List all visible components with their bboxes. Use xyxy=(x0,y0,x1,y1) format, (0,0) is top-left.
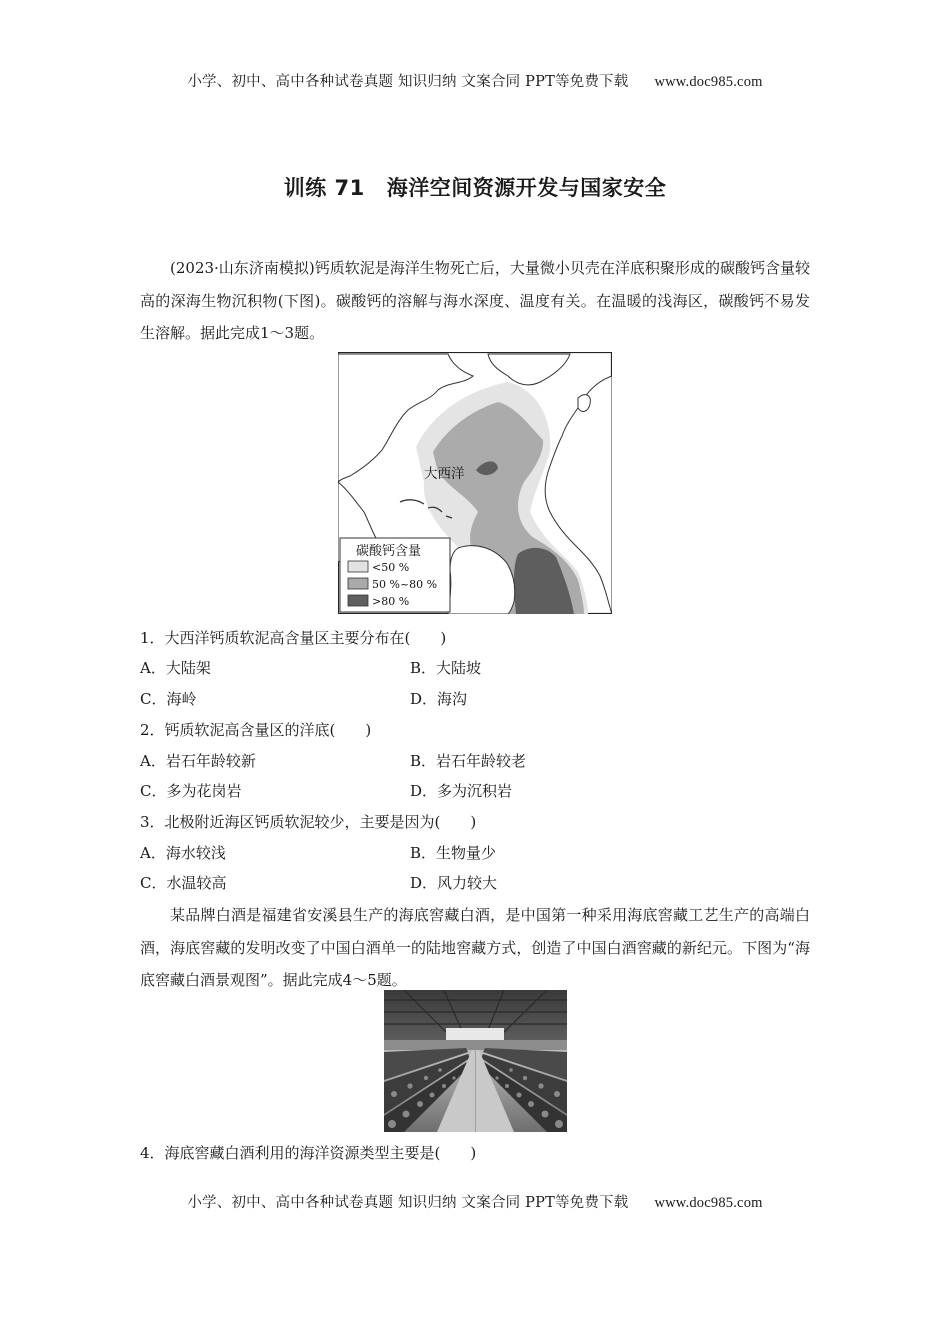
legend-swatch-mid xyxy=(348,578,368,589)
question-3-stem: 3．北极附近海区钙质软泥较少，主要是因为( ) xyxy=(140,813,477,831)
question-3-option-a[interactable]: A．海水较浅 xyxy=(140,844,226,862)
ocean-label: 大西洋 xyxy=(424,466,465,482)
question-2-option-b[interactable]: B．岩石年龄较老 xyxy=(410,752,527,770)
question-1-option-d[interactable]: D．海沟 xyxy=(410,690,468,708)
footer-site[interactable]: www.doc985.com xyxy=(654,1195,763,1211)
page-header xyxy=(0,70,950,91)
header-text: 小学、初中、高中各种试卷真题 知识归纳 文案合同 PPT等免费下载 xyxy=(187,74,629,90)
title-prefix: 训练 71 xyxy=(283,176,365,200)
question-3-option-d[interactable]: D．风力较大 xyxy=(410,874,498,892)
question-4-stem: 4．海底窖藏白酒利用的海洋资源类型主要是( ) xyxy=(140,1144,477,1162)
question-2-option-a[interactable]: A．岩石年龄较新 xyxy=(140,752,256,770)
legend-label-high: >80 % xyxy=(372,595,410,608)
page-footer xyxy=(0,1191,950,1212)
atlantic-carbonate-map xyxy=(338,352,612,614)
question-3-option-b[interactable]: B．生物量少 xyxy=(410,844,497,862)
question-1-stem: 1．大西洋钙质软泥高含量区主要分布在( ) xyxy=(140,629,447,647)
photo-svg xyxy=(384,990,567,1132)
title-main: 海洋空间资源开发与国家安全 xyxy=(386,176,667,200)
header-site[interactable]: www.doc985.com xyxy=(654,74,763,90)
legend-swatch-low xyxy=(348,561,368,572)
question-2-option-c[interactable]: C．多为花岗岩 xyxy=(140,782,242,800)
intro-paragraph-1: (2023·山东济南模拟)钙质软泥是海洋生物死亡后，大量微小贝壳在洋底积聚形成的碳酸钙含量较高的深海生物沉积物(下图)。碳酸钙的溶解与海水深度、温度有关。在温暖的浅海区，碳酸钙不易发生溶解。据此完成1～3题。 xyxy=(140,259,810,342)
question-3-option-c[interactable]: C．水温较高 xyxy=(140,874,227,892)
undersea-cellar-photo xyxy=(384,990,567,1132)
question-1-option-c[interactable]: C．海岭 xyxy=(140,690,197,708)
map-svg xyxy=(338,352,612,614)
legend-swatch-high xyxy=(348,595,368,606)
question-1-option-a[interactable]: A．大陆架 xyxy=(140,659,211,677)
legend-title: 碳酸钙含量 xyxy=(356,544,422,559)
page-title xyxy=(0,172,950,202)
footer-text: 小学、初中、高中各种试卷真题 知识归纳 文案合同 PPT等免费下载 xyxy=(187,1195,629,1211)
legend-label-low: <50 % xyxy=(372,561,410,574)
intro-paragraph-2: 某品牌白酒是福建省安溪县生产的海底窖藏白酒，是中国第一种采用海底窖藏工艺生产的高端白酒，海底窖藏的发明改变了中国白酒单一的陆地窖藏方式，创造了中国白酒窖藏的新纪元。下图为“海底窖藏白酒景观图”。据此完成4～5题。 xyxy=(140,906,810,989)
question-2-option-d[interactable]: D．多为沉积岩 xyxy=(410,782,513,800)
question-1-option-b[interactable]: B．大陆坡 xyxy=(410,659,482,677)
legend-label-mid: 50 %~80 % xyxy=(372,578,438,591)
question-2-stem: 2．钙质软泥高含量区的洋底( ) xyxy=(140,721,372,739)
